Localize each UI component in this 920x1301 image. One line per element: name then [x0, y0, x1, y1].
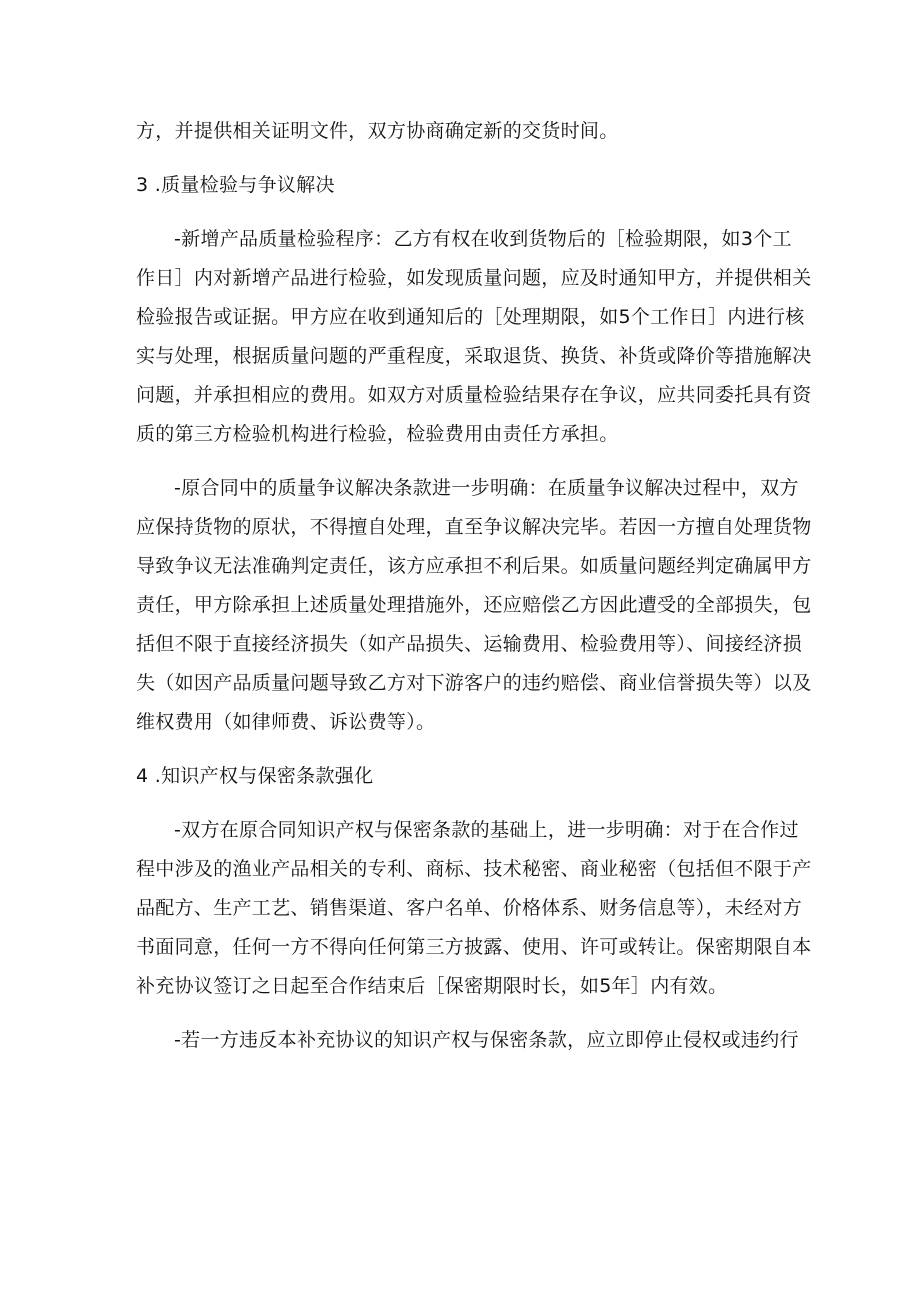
text-line: 问题，并承担相应的费用。如双方对质量检验结果存在争议，应共同委托具有资 — [136, 384, 812, 406]
text-line: 维权费用（如律师费、诉讼费等）。 — [136, 711, 436, 733]
paragraph-gap — [136, 796, 786, 811]
section-heading — [136, 757, 786, 796]
text-line: 应保持货物的原状，不得擅自处理，直至争议解决完毕。若因一方擅自处理货物 — [136, 516, 812, 538]
text-line: 责任，甲方除承担上述质量处理措施外，还应赔偿乙方因此遭受的全部损失，包 — [136, 594, 812, 616]
text-line: -原合同中的质量争议解决条款进一步明确：在质量争议解决过程中，双方 — [174, 477, 799, 499]
text-line: -新增产品质量检验程序：乙方有权在收到货物后的［检验期限，如3个工 — [174, 228, 792, 250]
text-line: 作日］内对新增产品进行检验，如发现质量问题，应及时通知甲方，并提供相关 — [136, 267, 812, 289]
text-line: 检验报告或证据。甲方应在收到通知后的［处理期限，如5个工作日］内进行核 — [136, 306, 805, 328]
text-line: -若一方违反本补充协议的知识产权与保密条款，应立即停止侵权或违约行 — [174, 1029, 799, 1051]
paragraph — [136, 811, 812, 1006]
text-line: 实与处理，根据质量问题的严重程度，采取退货、换货、补货或降价等措施解决 — [136, 345, 812, 367]
text-line: 程中涉及的渔业产品相关的专利、商标、技术秘密、商业秘密（包括但不限于产 — [136, 858, 812, 880]
text-line: 3 .质量检验与争议解决 — [136, 174, 335, 196]
paragraph — [136, 469, 812, 742]
paragraph-gap — [136, 454, 786, 469]
text-line: 失（如因产品质量问题导致乙方对下游客户的违约赔偿、商业信誉损失等）以及 — [136, 672, 812, 694]
paragraph — [136, 220, 812, 454]
paragraph-gap — [136, 1006, 786, 1021]
text-line: 补充协议签订之日起至合作结束后［保密期限时长，如5年］内有效。 — [136, 975, 728, 997]
paragraph-gap — [136, 742, 786, 757]
text-line: 方，并提供相关证明文件，双方协商确定新的交货时间。 — [136, 120, 619, 142]
paragraph — [136, 112, 786, 151]
text-line: 括但不限于直接经济损失（如产品损失、运输费用、检验费用等）、间接经济损 — [136, 633, 803, 655]
paragraph-gap — [136, 151, 786, 166]
text-line: -双方在原合同知识产权与保密条款的基础上，进一步明确：对于在合作过 — [174, 819, 799, 841]
document-body — [136, 112, 812, 1060]
text-line: 品配方、生产工艺、销售渠道、客户名单、价格体系、财务信息等），未经对方 — [136, 897, 803, 919]
text-line: 书面同意，任何一方不得向任何第三方披露、使用、许可或转让。保密期限自本 — [136, 936, 812, 958]
text-line: 质的第三方检验机构进行检验，检验费用由责任方承担。 — [136, 423, 619, 445]
text-line: 4 .知识产权与保密条款强化 — [136, 765, 374, 787]
text-line: 导致争议无法准确判定责任，该方应承担不利后果。如质量问题经判定确属甲方 — [136, 555, 812, 577]
section-heading — [136, 166, 786, 205]
paragraph — [136, 1021, 799, 1060]
paragraph-gap — [136, 205, 786, 220]
